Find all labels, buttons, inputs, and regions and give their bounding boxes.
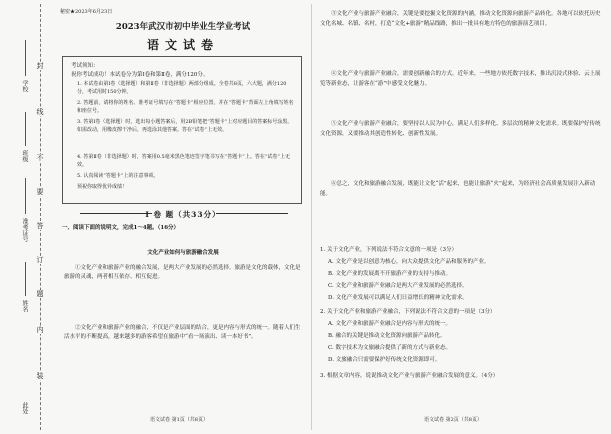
answer-option: A. 文化产业和旅游产业融合是内容与形式的统一。 [328, 321, 451, 327]
seal-glyph: 要 [34, 188, 46, 196]
passage-title: 文化产业如何与旅游融合发展 [147, 250, 219, 256]
notice-item: 1. 本试卷由第Ⅰ卷（选择题）和第Ⅱ卷（非选择题）两部分组成。全卷共8页，六大题，满分120分，考试用时150分钟。 [77, 81, 287, 95]
school-field-label: 学校 [21, 80, 28, 92]
answer-option: B. 融合的关键是推动文化资源向旅游产品转化。 [328, 333, 446, 339]
notice-box [62, 56, 302, 204]
notice-item: 3. 答第Ⅰ卷（选择题）时，选出每小题答案后，用2B铅笔把“答题卡”上对应题目的答案标号涂黑。如需改动，用橡皮擦干净后，再选涂其他答案。答在“试卷”上无效。 [77, 119, 293, 133]
seal-glyph: 线 [34, 108, 46, 116]
class-field-line[interactable] [25, 112, 26, 146]
seal-glyph: 内 [34, 326, 46, 334]
answer-option: D. 文旅融合只需要保护好传统文化资源即可。 [328, 357, 441, 363]
school-field-line[interactable] [25, 40, 26, 76]
exam-number-field-label: 准考证号 [21, 218, 28, 242]
seal-glyph: 不 [34, 154, 46, 162]
passage-paragraph: ③文化产业与旅游产业融合，关键是要挖掘文化资源的内涵，推动文化资源向旅游产品转化。各地可以依托历史文化名城、名镇、名村，打造“文化+旅游”精品线路，推出一批具有地方特色的旅游演艺项目。 [320, 11, 601, 27]
notice-item: 5. 认真阅读“答题卡”上的注意事项。 [77, 173, 159, 179]
seal-glyph: 装 [34, 372, 46, 380]
passage-paragraph: ⑤文化产业与旅游产业融合，要坚持以人民为中心，满足人们多样化、多层次的精神文化需求。既要保护好传统文化资源，又要推动其创造性转化、创新性发展。 [320, 121, 601, 137]
class-field-label: 班级 [21, 150, 28, 162]
passage-paragraph: ①文化产业和旅游产业的融合发展，是两大产业发展的必然选择。旅游是文化的载体，文化是旅游的灵魂，两者相互依存、相互促进。 [64, 265, 301, 280]
answer-option: D. 文化产业发展可以满足人们日益增长的精神文化需求。 [328, 295, 468, 301]
page-divider [311, 4, 312, 430]
seal-glyph: 封 [34, 62, 46, 70]
name-field-line[interactable] [25, 262, 26, 296]
question-stem: 2. 关于文化产业和旅游产业融合，下列说法不符合文意的一项是（3分） [320, 309, 496, 315]
exam-title: 2023年武汉市初中毕业生学业考试 [115, 22, 251, 32]
passage-paragraph: ②文化产业和旅游产业的融合，不仅是产业层面的结合，更是内容与形式的统一。随着人们生活水平的不断提高，越来越多的游客希望在旅游中“看一场演出、读一本好书”。 [64, 325, 301, 340]
seal-glyph: 答 [34, 222, 46, 230]
notice-item: 2. 答题前，请将你的姓名、准考证号填写在“答题卡”相应位置，并在“答题卡”背面左上角填写姓名和座位号。 [77, 100, 294, 114]
binding-strip [0, 0, 58, 434]
passage-paragraph: ④文化产业与旅游产业融合，需要创新融合的方式。近年来，一些地方依托数字技术，推出沉浸式体验、云上展览等新业态，让游客在“游”中感受文化魅力。 [320, 71, 601, 87]
answer-option: C. 文化产业和旅游产业融合是两大产业发展的必然选择。 [328, 283, 468, 289]
notice-item: 预祝你取得优异成绩！ [77, 184, 128, 190]
binding-side-note: 此处 [21, 402, 28, 414]
page-two [320, 8, 604, 428]
secret-tag: 秘密★2023年6月23日 [60, 9, 113, 15]
page-footer: 语文试卷 第2页（共8页） [424, 417, 482, 423]
question-stem: 3. 根据文章内容，说说推动文化产业与旅游产业融合发展的意义。（4分） [320, 373, 499, 379]
page-footer: 语文试卷 第1页（共8页） [150, 417, 208, 423]
paper-title: 语文试卷 [146, 38, 219, 52]
exam-number-field-line[interactable] [25, 178, 26, 214]
seal-glyph: 题 [34, 290, 46, 298]
answer-option: B. 文化产业的发展离不开旅游产业的支持与推动。 [328, 271, 452, 277]
part-heading-rule [216, 213, 288, 214]
notice-subline: 祝你考试成功！本试卷分为第Ⅰ卷和第Ⅱ卷，满分120分。 [71, 72, 209, 78]
passage-paragraph: ⑥总之，文化和旅游融合发展，既能让文化“活”起来，也能让旅游“火”起来，为经济社会高质量发展注入新动能。 [320, 181, 596, 197]
question-section-heading: 一、阅读下面的说明文，完成1～4题。（16分） [62, 225, 180, 231]
page-one [60, 8, 306, 428]
name-field-label: 姓名 [21, 300, 28, 312]
notice-item: 4. 答第Ⅱ卷（非选择题）时，答案用0.5毫米黑色笔迹签字笔书写在“答题卡”上。答在“试卷”上无效。 [77, 154, 290, 168]
answer-option: C. 数字技术为文旅融合提供了新的方式与新业态。 [328, 345, 452, 351]
part-one-heading: Ⅰ 卷 题（共33分） [145, 210, 221, 219]
question-stem: 1. 关于文化产业，下列说法不符合文意的一项是（3分） [320, 247, 457, 253]
answer-option: A. 文化产业是以创意为核心，向大众提供文化产品和服务的产业。 [328, 259, 490, 265]
seal-glyph: 订 [34, 256, 46, 264]
notice-heading: 考试须知： [71, 63, 99, 69]
